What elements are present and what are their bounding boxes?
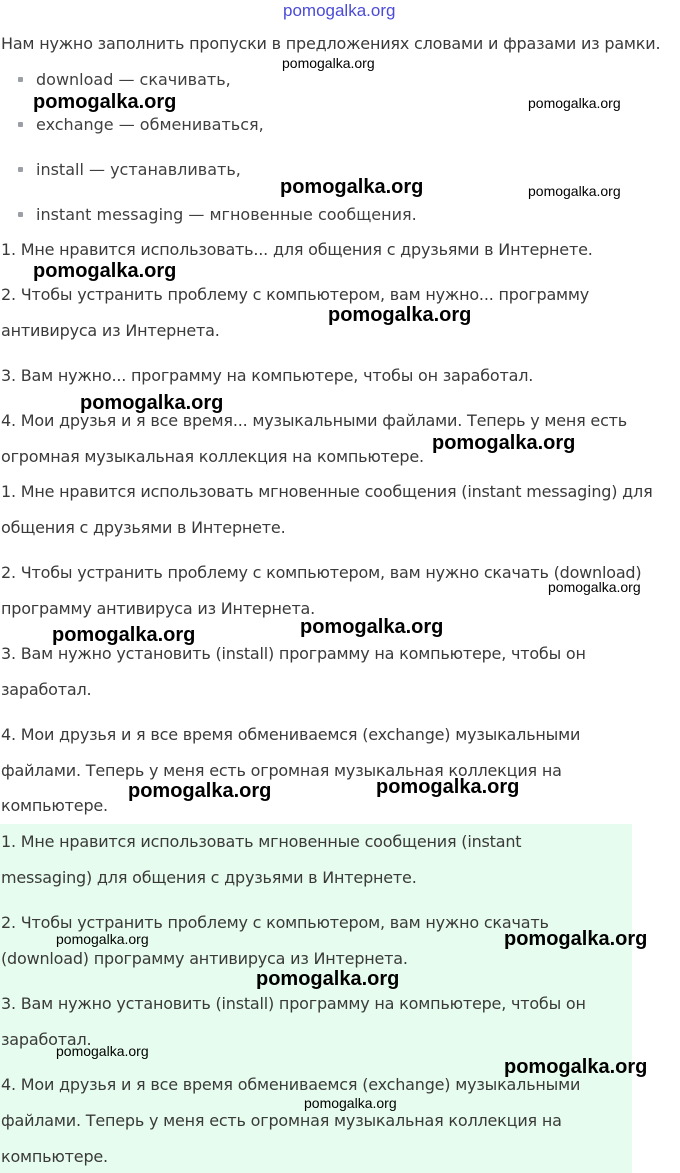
task-sentence-3: 3. Вам нужно... программу на компьютере, чтобы он заработал. xyxy=(1,366,534,385)
watermark: pomogalka.org xyxy=(256,968,400,990)
box-sentence-1-cont: messaging) для общения с друзьями в Интернете. xyxy=(1,868,417,887)
answer-sentence-3: 3. Вам нужно установить (install) программу на компьютере, чтобы он xyxy=(1,644,586,663)
watermark: pomogalka.org xyxy=(548,579,641,595)
watermark: pomogalka.org xyxy=(304,1095,397,1111)
word-item-download: download — скачивать, xyxy=(36,70,231,89)
watermark: pomogalka.org xyxy=(56,931,149,947)
answer-sentence-4: 4. Мои друзья и я все время обмениваемся (exchange) музыкальными xyxy=(1,725,581,744)
watermark: pomogalka.org xyxy=(300,616,444,638)
intro-text: Нам нужно заполнить пропуски в предложениях словами и фразами из рамки. xyxy=(1,34,661,53)
answer-sentence-1-cont: общения с друзьями в Интернете. xyxy=(1,518,286,537)
answer-sentence-4-cont: файлами. Теперь у меня есть огромная музыкальная коллекция на xyxy=(1,761,562,780)
task-sentence-4: 4. Мои друзья и я все время... музыкальными файлами. Теперь у меня есть xyxy=(1,411,628,430)
watermark: pomogalka.org xyxy=(328,304,472,326)
watermark: pomogalka.org xyxy=(282,55,375,71)
answer-sentence-1: 1. Мне нравится использовать мгновенные сообщения (instant messaging) для xyxy=(1,482,653,501)
box-sentence-1: 1. Мне нравится использовать мгновенные сообщения (instant xyxy=(1,832,522,851)
watermark: pomogalka.org xyxy=(128,780,272,802)
word-item-exchange: exchange — обмениваться, xyxy=(36,115,264,134)
answer-sentence-2-cont: программу антивируса из Интернета. xyxy=(1,599,316,618)
box-sentence-4-end: компьютере. xyxy=(1,1147,108,1166)
watermark: pomogalka.org xyxy=(33,91,177,113)
box-sentence-3: 3. Вам нужно установить (install) программу на компьютере, чтобы он xyxy=(1,994,586,1013)
answer-sentence-2: 2. Чтобы устранить проблему с компьютером, вам нужно скачать (download) xyxy=(1,563,642,582)
task-sentence-2-cont: антивируса из Интернета. xyxy=(1,321,220,340)
watermark: pomogalka.org xyxy=(528,183,621,199)
task-sentence-4-cont: огромная музыкальная коллекция на компьютере. xyxy=(1,447,424,466)
box-sentence-2: 2. Чтобы устранить проблему с компьютером, вам нужно скачать xyxy=(1,913,549,932)
word-item-instant-messaging: instant messaging — мгновенные сообщения. xyxy=(36,205,417,224)
box-sentence-4-cont: файлами. Теперь у меня есть огромная музыкальная коллекция на xyxy=(1,1111,562,1130)
box-sentence-2-cont: (download) программу антивируса из Интернета. xyxy=(1,949,408,968)
watermark: pomogalka.org xyxy=(504,928,648,950)
bullet-icon xyxy=(18,167,23,172)
task-sentence-1: 1. Мне нравится использовать... для общения с друзьями в Интернете. xyxy=(1,240,593,259)
bullet-icon xyxy=(18,77,23,82)
answer-sentence-4-end: компьютере. xyxy=(1,796,108,815)
watermark: pomogalka.org xyxy=(280,176,424,198)
watermark: pomogalka.org xyxy=(432,432,576,454)
watermark: pomogalka.org xyxy=(56,1043,149,1059)
answer-sentence-3-cont: заработал. xyxy=(1,680,92,699)
word-item-install: install — устанавливать, xyxy=(36,160,241,179)
watermark: pomogalka.org xyxy=(33,260,177,282)
task-sentence-2: 2. Чтобы устранить проблему с компьютером, вам нужно... программу xyxy=(1,285,590,304)
site-header-logo[interactable]: pomogalka.org xyxy=(283,1,396,20)
watermark: pomogalka.org xyxy=(52,624,196,646)
box-sentence-4: 4. Мои друзья и я все время обмениваемся (exchange) музыкальными xyxy=(1,1075,581,1094)
watermark: pomogalka.org xyxy=(376,776,520,798)
watermark: pomogalka.org xyxy=(528,95,621,111)
box-sentence-3-cont: заработал. xyxy=(1,1030,92,1049)
watermark: pomogalka.org xyxy=(504,1056,648,1078)
watermark: pomogalka.org xyxy=(80,392,224,414)
bullet-icon xyxy=(18,212,23,217)
bullet-icon xyxy=(18,122,23,127)
